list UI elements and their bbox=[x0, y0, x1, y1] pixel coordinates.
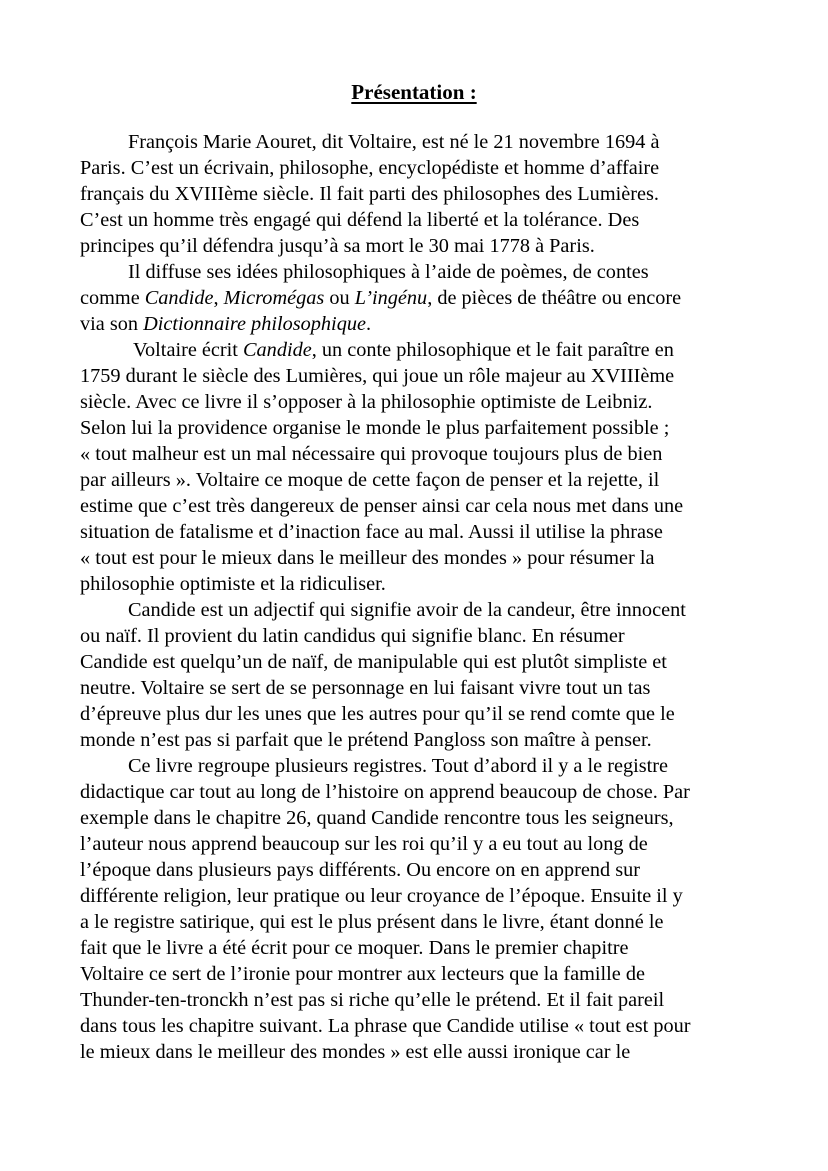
text-line: différente religion, leur pratique ou leur croyance de l’époque. Ensuite il y bbox=[80, 885, 683, 907]
text-line: l’auteur nous apprend beaucoup sur les roi qu’il y a eu tout au long de bbox=[80, 833, 648, 855]
text-line: Candide est un adjectif qui signifie avoir de la candeur, être innocent bbox=[128, 599, 686, 621]
text-fragment: . bbox=[365, 313, 372, 335]
paragraph-2 bbox=[80, 259, 760, 337]
text-line: Thunder-ten-tronckh n’est pas si riche qu’elle le prétend. Et il fait pareil bbox=[80, 989, 665, 1011]
document-body bbox=[80, 129, 760, 1065]
book-title-ingenu: L’ingénu bbox=[354, 287, 428, 309]
text-fragment: comme bbox=[80, 287, 145, 309]
text-line: C’est un homme très engagé qui défend la liberté et la tolérance. Des bbox=[80, 209, 640, 231]
text-line: 1759 durant le siècle des Lumières, qui joue un rôle majeur au XVIIIème bbox=[80, 365, 675, 387]
text-line: fait que le livre a été écrit pour ce moquer. Dans le premier chapitre bbox=[80, 937, 629, 959]
book-title-micromegas: Micromégas bbox=[223, 287, 325, 309]
book-title-dictionnaire: Dictionnaire philosophique bbox=[143, 313, 366, 335]
text-fragment: via son bbox=[80, 313, 144, 335]
text-line: « tout malheur est un mal nécessaire qui provoque toujours plus de bien bbox=[80, 443, 663, 465]
book-title-candide: Candide bbox=[243, 339, 312, 361]
book-title-candide: Candide bbox=[144, 287, 214, 309]
text-fragment: , de pièces de théâtre ou encore bbox=[427, 287, 682, 309]
text-line: siècle. Avec ce livre il s’opposer à la philosophie optimiste de Leibniz. bbox=[80, 391, 653, 413]
text-line: Il diffuse ses idées philosophiques à l’aide de poèmes, de contes bbox=[128, 261, 649, 283]
text-line: a le registre satirique, qui est le plus présent dans le livre, étant donné le bbox=[80, 911, 664, 933]
text-line: « tout est pour le mieux dans le meilleur des mondes » pour résumer la bbox=[80, 547, 655, 569]
text-line: par ailleurs ». Voltaire ce moque de cette façon de penser et la rejette, il bbox=[80, 469, 660, 491]
text-line: philosophie optimiste et la ridiculiser. bbox=[80, 573, 386, 595]
text-line: estime que c’est très dangereux de penser ainsi car cela nous met dans une bbox=[80, 495, 684, 517]
text-line: monde n’est pas si parfait que le prétend Pangloss son maître à penser. bbox=[80, 729, 652, 751]
text-line: d’épreuve plus dur les unes que les autres pour qu’il se rend comte que le bbox=[80, 703, 675, 725]
text-line: ou naïf. Il provient du latin candidus qui signifie blanc. En résumer bbox=[80, 625, 625, 647]
text-line: Voltaire ce sert de l’ironie pour montrer aux lecteurs que la famille de bbox=[80, 963, 646, 985]
text-line bbox=[80, 285, 760, 311]
text-line: dans tous les chapitre suivant. La phrase que Candide utilise « tout est pour bbox=[80, 1015, 691, 1037]
page-title: Présentation : bbox=[351, 80, 477, 104]
text-fragment: , un conte philosophique et le fait paraître en bbox=[311, 339, 674, 361]
text-line: l’époque dans plusieurs pays différents. Ou encore on en apprend sur bbox=[80, 859, 641, 881]
paragraph-3 bbox=[80, 337, 760, 597]
text-line: exemple dans le chapitre 26, quand Candide rencontre tous les seigneurs, bbox=[80, 807, 674, 829]
text-fragment: ou bbox=[324, 287, 355, 309]
paragraph-5 bbox=[80, 753, 760, 1065]
text-fragment: Voltaire écrit bbox=[133, 339, 244, 361]
text-line: François Marie Aouret, dit Voltaire, est né le 21 novembre 1694 à bbox=[128, 131, 660, 153]
text-fragment: , bbox=[213, 287, 224, 309]
text-line: français du XVIIIème siècle. Il fait parti des philosophes des Lumières. bbox=[80, 183, 659, 205]
text-line: le mieux dans le meilleur des mondes » est elle aussi ironique car le bbox=[80, 1041, 631, 1063]
text-line: principes qu’il défendra jusqu’à sa mort le 30 mai 1778 à Paris. bbox=[80, 235, 595, 257]
paragraph-1 bbox=[80, 129, 760, 259]
text-line: Selon lui la providence organise le monde le plus parfaitement possible ; bbox=[80, 417, 670, 439]
text-line: neutre. Voltaire se sert de se personnage en lui faisant vivre tout un tas bbox=[80, 677, 651, 699]
text-line: Paris. C’est un écrivain, philosophe, encyclopédiste et homme d’affaire bbox=[80, 157, 660, 179]
text-line bbox=[80, 311, 760, 337]
text-line bbox=[80, 337, 760, 363]
paragraph-4 bbox=[80, 597, 760, 753]
text-line: situation de fatalisme et d’inaction face au mal. Aussi il utilise la phrase bbox=[80, 521, 663, 543]
text-line: Ce livre regroupe plusieurs registres. Tout d’abord il y a le registre bbox=[128, 755, 669, 777]
text-line: didactique car tout au long de l’histoire on apprend beaucoup de chose. Par bbox=[80, 781, 690, 803]
text-line: Candide est quelqu’un de naïf, de manipulable qui est plutôt simpliste et bbox=[80, 651, 667, 673]
